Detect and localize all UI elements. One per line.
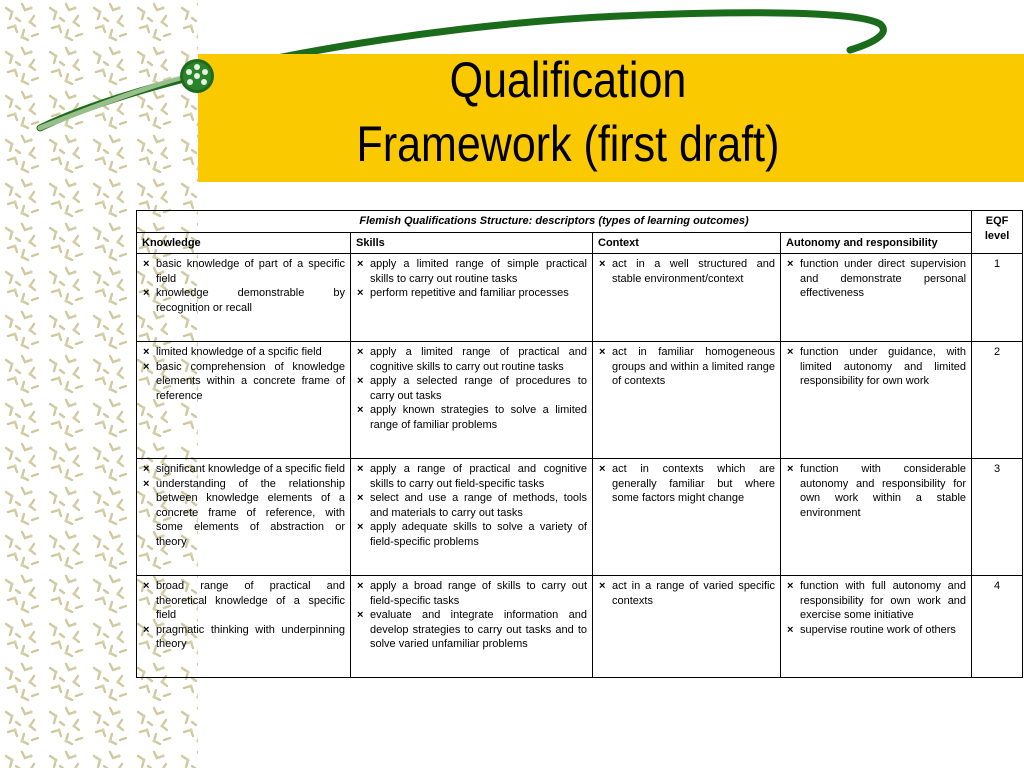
context-cell bbox=[593, 342, 781, 459]
table-row bbox=[137, 254, 1023, 342]
context-bullet-list bbox=[598, 579, 775, 608]
context-cell bbox=[593, 459, 781, 576]
context-cell bbox=[593, 254, 781, 342]
skills-cell bbox=[351, 459, 593, 576]
bullet-item: × apply a broad range of skills to carry out field-specific tasks bbox=[370, 579, 587, 608]
knowledge-bullet-list bbox=[142, 257, 345, 315]
autonomy-bullet-list bbox=[786, 345, 966, 389]
skills-bullet-list bbox=[356, 579, 587, 652]
bullet-item: × supervise routine work of others bbox=[800, 623, 966, 638]
title-line-1: Qualification bbox=[449, 52, 687, 108]
bullet-item: × select and use a range of methods, tools and materials to carry out tasks bbox=[370, 491, 587, 520]
skills-bullet-list bbox=[356, 345, 587, 432]
autonomy-cell bbox=[781, 342, 972, 459]
bullet-item: × apply a selected range of procedures to carry out tasks bbox=[370, 374, 587, 403]
autonomy-cell bbox=[781, 254, 972, 342]
eqf-level-header: EQF level bbox=[972, 211, 1023, 254]
green-bead-icon bbox=[177, 56, 217, 96]
eqf-level-cell: 2 bbox=[972, 342, 1023, 459]
qualification-table bbox=[136, 210, 1023, 678]
bullet-item: × apply known strategies to solve a limited range of familiar problems bbox=[370, 403, 587, 432]
context-cell bbox=[593, 576, 781, 678]
autonomy-cell bbox=[781, 576, 972, 678]
bullet-item: × function with full autonomy and responsibility for own work and exercise some initiative bbox=[800, 579, 966, 623]
knowledge-bullet-list bbox=[142, 462, 345, 549]
bullet-item: × function with considerable autonomy and responsibility for own work within a stable environment bbox=[800, 462, 966, 520]
skills-bullet-list bbox=[356, 257, 587, 301]
bullet-item: × limited knowledge of a spcific field bbox=[156, 345, 345, 360]
autonomy-bullet-list bbox=[786, 257, 966, 301]
column-header-skills: Skills bbox=[351, 232, 593, 254]
column-header-autonomy: Autonomy and responsibility bbox=[781, 232, 972, 254]
level-column bbox=[88, 210, 136, 698]
skills-cell bbox=[351, 342, 593, 459]
column-header-context: Context bbox=[593, 232, 781, 254]
knowledge-cell bbox=[137, 342, 351, 459]
bullet-item: × significant knowledge of a specific field bbox=[156, 462, 345, 477]
bullet-item: × evaluate and integrate information and develop strategies to carry out tasks and to solve varied unfamiliar problems bbox=[370, 608, 587, 652]
bullet-item: × apply a limited range of practical and cognitive skills to carry out routine tasks bbox=[370, 345, 587, 374]
knowledge-bullet-list bbox=[142, 345, 345, 403]
bullet-item: × act in familiar homogeneous groups and within a limited range of contexts bbox=[612, 345, 775, 389]
autonomy-cell bbox=[781, 459, 972, 576]
bullet-item: × basic knowledge of part of a specific field bbox=[156, 257, 345, 286]
context-bullet-list bbox=[598, 345, 775, 389]
bullet-item: × knowledge demonstrable by recognition or recall bbox=[156, 286, 345, 315]
bullet-item: × function under guidance, with limited autonomy and limited responsibility for own work bbox=[800, 345, 966, 389]
bullet-item: × pragmatic thinking with underpinning theory bbox=[156, 623, 345, 652]
skills-bullet-list bbox=[356, 462, 587, 549]
autonomy-bullet-list bbox=[786, 579, 966, 637]
bullet-item: × act in a range of varied specific contexts bbox=[612, 579, 775, 608]
table-row bbox=[137, 342, 1023, 459]
bullet-item: × apply adequate skills to solve a variety of field-specific problems bbox=[370, 520, 587, 549]
knowledge-cell bbox=[137, 459, 351, 576]
bullet-item: × perform repetitive and familiar processes bbox=[370, 286, 587, 301]
bullet-item: × apply a range of practical and cognitive skills to carry out field-specific tasks bbox=[370, 462, 587, 491]
page-title bbox=[250, 48, 886, 176]
eqf-level-cell: 1 bbox=[972, 254, 1023, 342]
context-bullet-list bbox=[598, 462, 775, 506]
knowledge-cell bbox=[137, 254, 351, 342]
eqf-level-cell: 4 bbox=[972, 576, 1023, 678]
column-header-knowledge: Knowledge bbox=[137, 232, 351, 254]
autonomy-bullet-list bbox=[786, 462, 966, 520]
bullet-item: × act in a well structured and stable environment/context bbox=[612, 257, 775, 286]
knowledge-bullet-list bbox=[142, 579, 345, 652]
skills-cell bbox=[351, 576, 593, 678]
bullet-item: × understanding of the relationship between knowledge elements of a concrete frame of reference, with some elements of abstraction or theory bbox=[156, 477, 345, 550]
eqf-level-cell: 3 bbox=[972, 459, 1023, 576]
table-row bbox=[137, 576, 1023, 678]
bullet-item: × function under direct supervision and demonstrate personal effectiveness bbox=[800, 257, 966, 301]
knowledge-cell bbox=[137, 576, 351, 678]
bullet-item: × basic comprehension of knowledge elements within a concrete frame of reference bbox=[156, 360, 345, 404]
title-line-2: Framework (first draft) bbox=[356, 116, 780, 172]
table-body bbox=[137, 254, 1023, 678]
bullet-item: × apply a limited range of simple practical skills to carry out routine tasks bbox=[370, 257, 587, 286]
table-main-header: Flemish Qualifications Structure: descriptors (types of learning outcomes) bbox=[137, 211, 972, 233]
bullet-item: × act in contexts which are generally familiar but where some factors might change bbox=[612, 462, 775, 506]
skills-cell bbox=[351, 254, 593, 342]
table-row bbox=[137, 459, 1023, 576]
context-bullet-list bbox=[598, 257, 775, 286]
bullet-item: × broad range of practical and theoretical knowledge of a specific field bbox=[156, 579, 345, 623]
